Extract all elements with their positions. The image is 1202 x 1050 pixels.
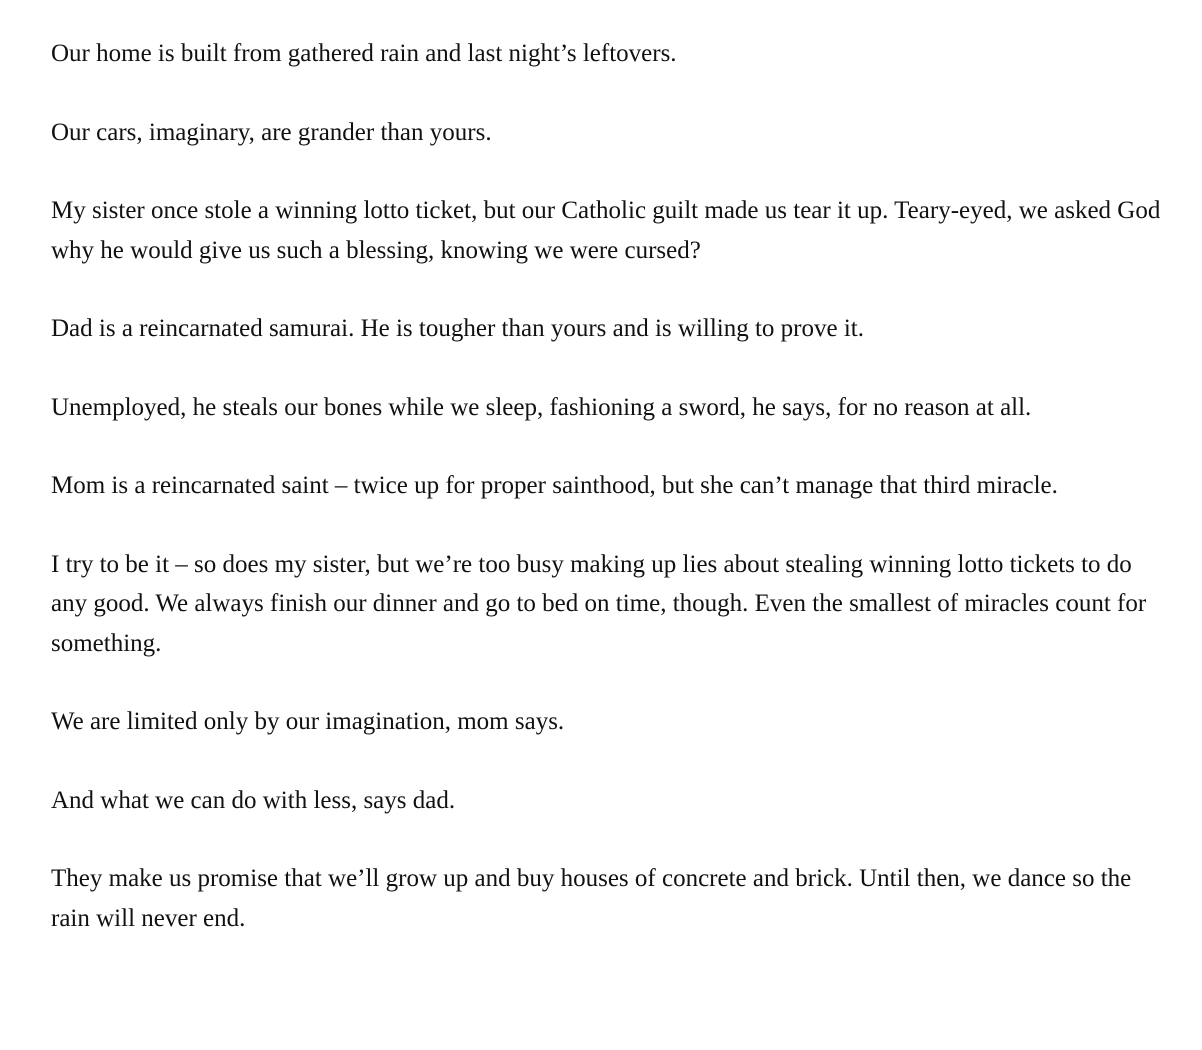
document-body — [51, 34, 1171, 977]
paragraph: Unemployed, he steals our bones while we sleep, fashioning a sword, he says, for no reason at all. — [51, 393, 1032, 421]
paragraph: We are limited only by our imagination, mom says. — [51, 708, 565, 735]
paragraph: And what we can do with less, says dad. — [51, 786, 456, 814]
paragraph: Mom is a reincarnated saint – twice up for proper sainthood, but she can’t manage that third miracle. — [51, 472, 1058, 499]
paragraph: Dad is a reincarnated samurai. He is tougher than yours and is willing to prove it. — [51, 315, 864, 342]
paragraph: Our home is built from gathered rain and last night’s leftovers. — [51, 40, 677, 67]
paragraph: They make us promise that we’ll grow up and buy houses of concrete and brick. Until then, we dance so the rain will never end. — [51, 865, 1132, 932]
paragraph: Our cars, imaginary, are grander than yours. — [51, 118, 492, 146]
paragraph: I try to be it – so does my sister, but we’re too busy making up lies about stealing winning lotto tickets to do any good. We always finish our dinner and go to bed on time, though. Even the smallest of miracles count for something. — [51, 550, 1147, 657]
paragraph: My sister once stole a winning lotto ticket, but our Catholic guilt made us tear it up. Teary-eyed, we asked God why he would give us such a blessing, knowing we were cursed? — [51, 197, 1161, 264]
